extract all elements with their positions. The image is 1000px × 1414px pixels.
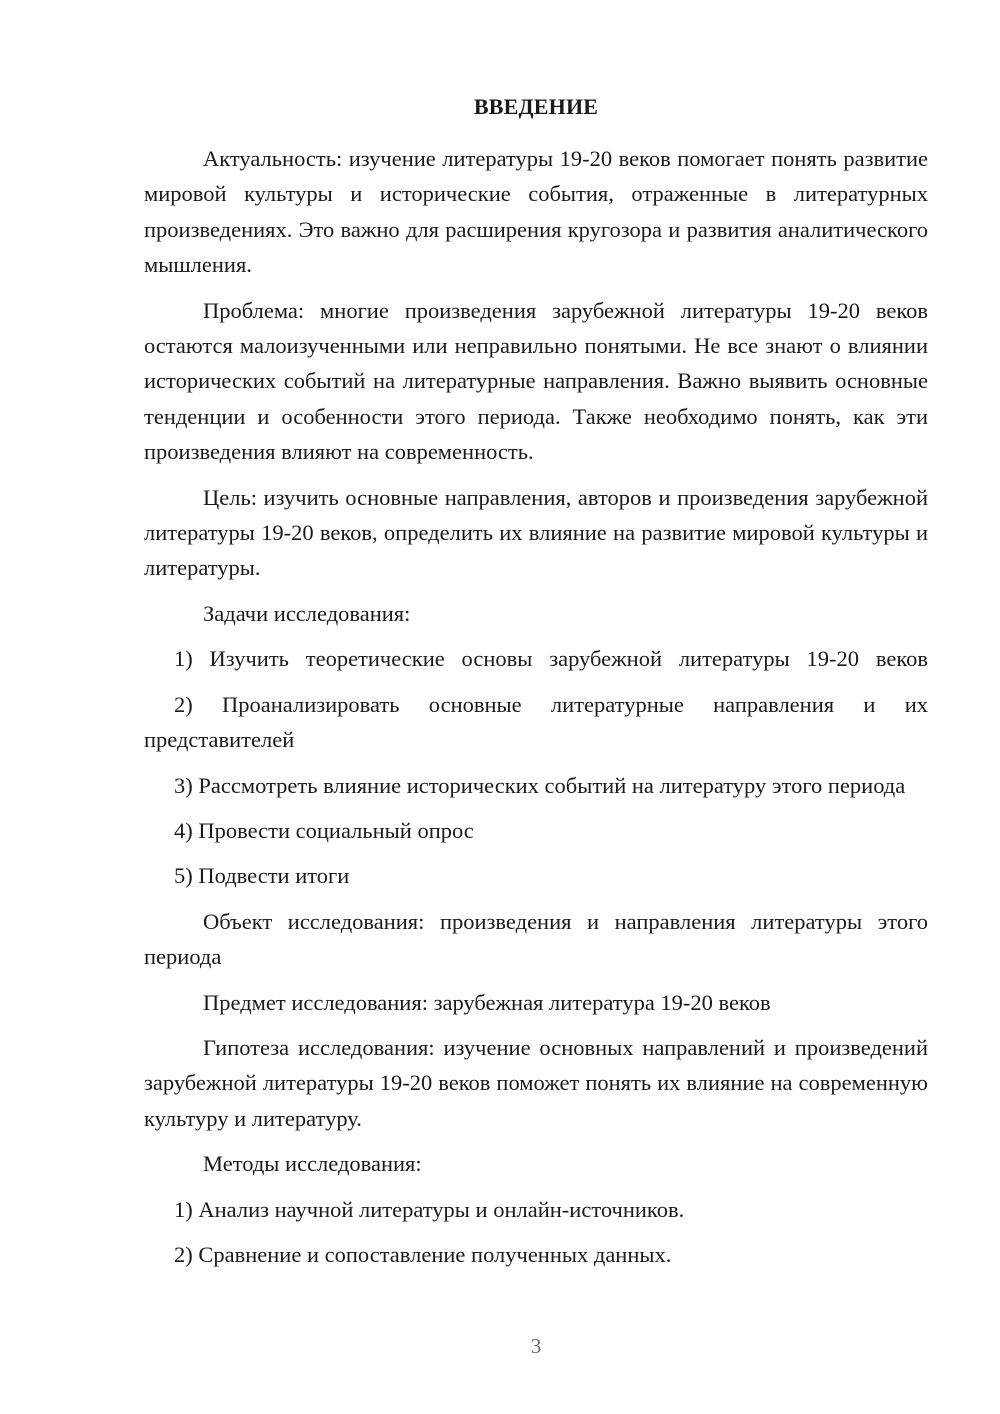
task-item-5: 5) Подвести итоги — [174, 863, 350, 889]
paragraph-relevance: Актуальность: изучение литературы 19-20 веков помогает понять развитие мировой культуры и исторические события, отраженные в литературных произведениях. Это важно для расширения кругозора и развития аналитического мышления. — [144, 146, 928, 278]
task-item-3: 3) Рассмотреть влияние исторических событий на литературу этого периода — [174, 772, 906, 798]
method-item-1: 1) Анализ научной литературы и онлайн-источников. — [174, 1196, 685, 1222]
paragraph-object: Объект исследования: произведения и направления литературы этого периода — [144, 908, 928, 970]
tasks-heading: Задачи исследования: — [203, 600, 411, 626]
paragraph-problem: Проблема: многие произведения зарубежной литературы 19-20 веков остаются малоизученными или неправильно понятыми. Не все знают о влиянии исторических событий на литературные направления. Важно выявить основные тенденции и особенности этого периода. Также необходимо понять, как эти произведения влияют на современность. — [144, 297, 928, 465]
paragraph-hypothesis: Гипотеза исследования: изучение основных направлений и произведений зарубежной литературы 19-20 веков поможет понять их влияние на современную культуру и литературу. — [144, 1034, 928, 1131]
task-item-4: 4) Провести социальный опрос — [174, 817, 474, 843]
paragraph-goal: Цель: изучить основные направления, авторов и произведения зарубежной литературы 19-20 веков, определить их влияние на развитие мировой культуры и литературы. — [144, 484, 928, 581]
methods-heading: Методы исследования: — [203, 1151, 422, 1177]
page-title: ВВЕДЕНИЕ — [473, 94, 599, 119]
method-item-2: 2) Сравнение и сопоставление полученных данных. — [174, 1241, 672, 1267]
page-number: 3 — [530, 1334, 542, 1358]
paragraph-subject: Предмет исследования: зарубежная литература 19-20 веков — [203, 989, 771, 1015]
task-item-2: 2) Проанализировать основные литературные направления и их представителей — [144, 691, 928, 753]
task-item-1: 1) Изучить теоретические основы зарубежной литературы 19-20 веков — [174, 646, 928, 672]
page-content — [144, 141, 928, 1282]
